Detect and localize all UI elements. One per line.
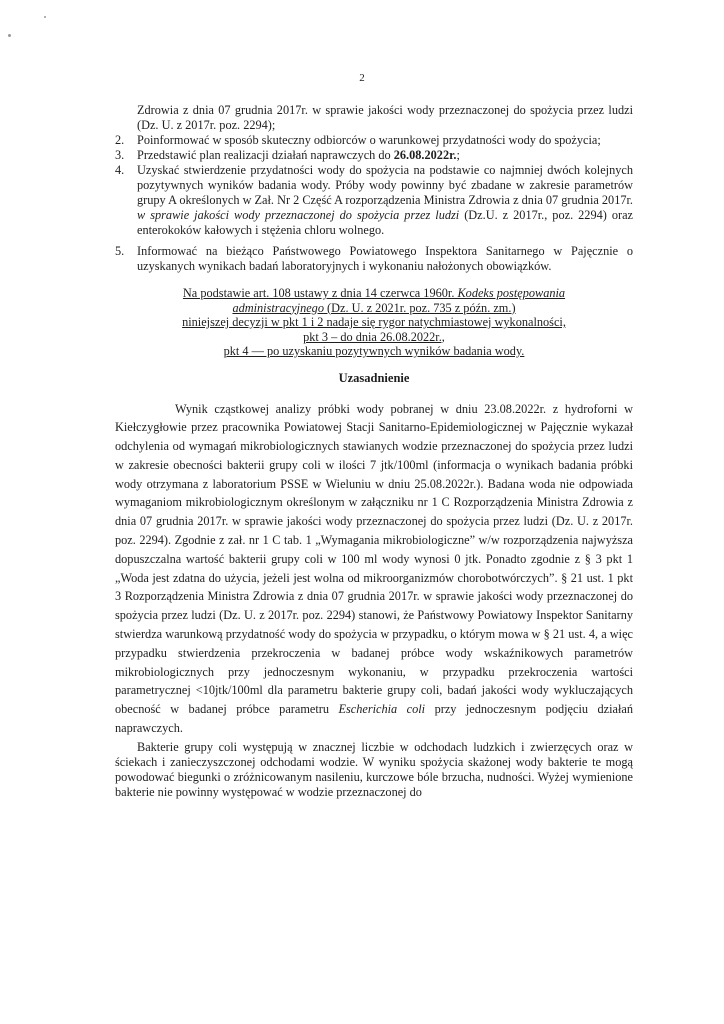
list-item-text: Uzyskać stwierdzenie przydatności wody do spożycia na podstawie co najmniej dwóch kolejnych pozytywnych wyników badania wody. Próby wody powinny być zbadane w zakresie parametrów grupy A określonych w Zał. Nr 2 Część A rozporządzenia Ministra Zdrowia z dnia 07 grudnia 2017r.: [137, 163, 633, 207]
paragraph-text: przy jednoczesnym podjęciu działań naprawczych.: [115, 702, 633, 736]
list-item: [115, 163, 633, 238]
legal-basis-line: (Dz. U. z 2021r. poz. 735 z późn. zm.): [323, 300, 516, 315]
list-item-text: ;: [456, 148, 460, 162]
scan-speck: [44, 16, 46, 18]
page-number: 2: [359, 72, 365, 84]
list-item-text: Zdrowia z dnia 07 grudnia 2017r. w sprawie jakości wody przeznaczonej do spożycia przez ludzi (Dz. U. z 2017r. poz. 2294);: [137, 103, 633, 132]
justification-paragraph: [115, 400, 633, 738]
paragraph-text: Bakterie grupy coli występują w znacznej liczbie w odchodach ludzkich i zwierzęcych oraz w ściekach i zanieczyszczonej odchodami wodzie. W wyniku spożycia skażonej wody bakterie te mogą powodować biegunki o zróżnicowanym nasileniu, kurczowe bóle brzucha, nudności. Wyżej wymienione bakterie nie powinny występować w wodzie przeznaczonej do: [115, 739, 633, 799]
regulation-title: w sprawie jakości wody przeznaczonej do spożycia przez ludzi: [137, 208, 460, 222]
list-item: [115, 148, 633, 163]
list-item-text: Poinformować w sposób skuteczny odbiorców o warunkowej przydatności wody do spożycia;: [137, 133, 601, 147]
list-item-text: (Dz.U. z 2017r., poz. 2294) oraz enterokoków kałowych i stężenia chloru wolnego.: [137, 208, 634, 237]
paragraph-text: Wynik cząstkowej analizy próbki wody pobranej w dniu 23.08.2022r. z hydroforni w Kiełczygłowie przez pracownika Powiatowej Stacji Sanitarno-Epidemiologicznej w Pajęcznie wykazał odchylenia od wymagań mikrobiologicznych stawianych wodzie przeznaczonej do spożycia przez ludzi w zakresie obecności bakterii grupy coli w ilości 7 jtk/100ml (informacja o wynikach badania próbki wody otrzymana z laboratorium PSSE w Wieluniu w dniu 25.08.2022r.). Badana woda nie odpowiada wymaganiom mikrobiologicznym określonym w załączniku nr 1 C Rozporządzenia Ministra Zdrowia z dnia 07 grudnia 2017r. w sprawie jakości wody przeznaczonej do spożycia przez ludzi (Dz. U. z 2017r. poz. 2294). Zgodnie z zał. nr 1 C tab. 1 „Wymagania mikrobiologiczne” w/w rozporządzenia najwyższa dopuszczalna wartość bakterii grupy coli w 100 ml wody wynosi 0 jtk. Ponadto zgodnie z § 3 pkt 1 „Woda jest zdatna do użycia, jeżeli jest wolna od mikroorganizmów chorobotwórczych”. § 21 ust. 1 pkt 3 Rozporządzenia Ministra Zdrowia z dnia 07 grudnia 2017r. w sprawie jakości wody przeznaczonej do spożycia przez ludzi (Dz. U. z 2017r. poz. 2294) stanowi, że Państwowy Powiatowy Inspektor Sanitarny stwierdza warunkową przydatność wody do spożycia w przypadku, o którym mowa w § 21 ust. 4, a więc przypadku stwierdzenia przekroczenia w badanej próbce wody wskaźnikowych parametrów mikrobiologicznych przy jednoczesnym wykonaniu, w przypadku przekroczenia wartości parametrycznej <10jtk/100ml dla parametru bakterie grupy coli, badań jakości wody wykluczających obecność w badanej próbce parametru: [115, 401, 633, 717]
scan-speck: [8, 34, 11, 37]
list-item-number: 4.: [115, 163, 125, 177]
list-item-text: Przedstawić plan realizacji działań naprawczych do: [137, 148, 394, 162]
list-item-number: 5.: [115, 244, 125, 258]
document-body: [115, 103, 633, 800]
legal-basis-line: niniejszej decyzji w pkt 1 i 2 nadaje się rygor natychmiastowej wykonalności,: [182, 315, 566, 329]
legal-basis-line: Na podstawie art. 108 ustawy z dnia 14 czerwca 1960r.: [182, 286, 458, 300]
list-item-continuation: [115, 103, 633, 133]
list-item-number: 2.: [115, 133, 125, 147]
bacteria-name: Escherichia coli: [338, 702, 426, 717]
list-item: [115, 244, 633, 274]
legal-basis-line: pkt 3 – do dnia 26.08.2022r.,: [303, 329, 445, 344]
section-heading: Uzasadnienie: [338, 370, 410, 385]
legal-basis: [115, 286, 633, 359]
legal-code-title: administracyjnego: [232, 300, 324, 315]
legal-code-title: Kodeks postępowania: [457, 286, 566, 300]
list-item: [115, 133, 633, 148]
deadline-date: 26.08.2022r.: [393, 148, 457, 162]
list-item-number: 3.: [115, 148, 125, 162]
obligations-list: [115, 103, 633, 274]
justification-paragraph: [115, 740, 633, 800]
list-item-text: Informować na bieżąco Państwowego Powiatowego Inspektora Sanitarnego w Pajęcznie o uzyskanych wynikach badań laboratoryjnych i wykonaniu nałożonych obowiązków.: [137, 244, 633, 273]
legal-basis-line: pkt 4 — po uzyskaniu pozytywnych wyników badania wody.: [223, 344, 525, 358]
